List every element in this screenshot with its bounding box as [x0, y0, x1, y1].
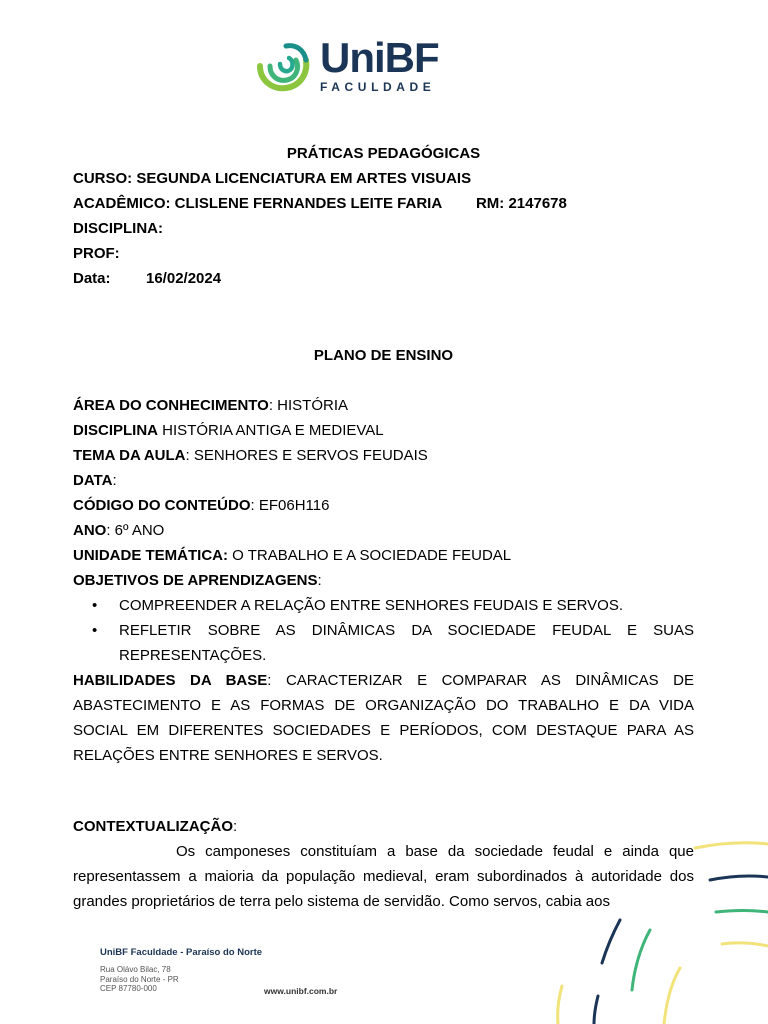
contexto-text: Os camponeses constituíam a base da sociedade feudal e ainda que representassem a maioria da população medieval, eram subordinados à autoridade dos grandes proprietários de terra pelo sistema de servidão. Como servos, cabia aos [73, 843, 694, 910]
objetivos-colon: : [317, 572, 322, 589]
codigo-value: : EF06H116 [250, 497, 330, 514]
footer-url: www.unibf.com.br [264, 986, 338, 996]
disciplina-label: DISCIPLINA [73, 422, 159, 439]
habilidades-paragraph [73, 668, 694, 768]
logo-brand-text: UniBF [320, 34, 439, 81]
unibf-swirl-icon [256, 40, 316, 98]
data-field-value: : [112, 472, 117, 489]
page-title: PRÁTICAS PEDAGÓGICAS [286, 145, 481, 162]
logo-sub-text: FACULDADE [320, 80, 436, 94]
data-value: 16/02/2024 [146, 270, 222, 287]
decorative-curves-icon [540, 820, 768, 1024]
codigo-label: CÓDIGO DO CONTEÚDO [73, 497, 251, 514]
footer-address-line: Paraíso do Norte - PR [100, 974, 179, 984]
tema-value: : SENHORES E SERVOS FEUDAIS [185, 447, 428, 464]
habilidades-label: HABILIDADES DA BASE [73, 672, 268, 689]
document-header [73, 141, 694, 291]
disciplina-line: DISCIPLINA: [73, 220, 163, 237]
codigo-line [73, 493, 694, 518]
objetivos-label: OBJETIVOS DE APRENDIZAGENS [73, 572, 318, 589]
footer-brand: UniBF Faculdade - Paraíso do Norte [100, 947, 263, 958]
unidade-value: O TRABALHO E A SOCIEDADE FEUDAL [228, 547, 512, 564]
ano-value: : 6º ANO [106, 522, 165, 539]
data-label: Data: [73, 270, 111, 287]
data-field-label: DATA [73, 472, 113, 489]
plano-title: PLANO DE ENSINO [313, 347, 454, 364]
unibf-logo [256, 34, 466, 98]
unidade-line [73, 543, 694, 568]
habilidades-value: : CARACTERIZAR E COMPARAR AS DINÂMICAS DE ABASTECIMENTO E AS FORMAS DE ORGANIZAÇÃO DO TRABALHO E DA VIDA SOCIAL EM DIFERENTES SOCIEDADES E PERÍODOS, COM DESTAQUE PARA AS RELAÇÕES ENTRE SENHORES E SERVOS. [73, 672, 695, 764]
ano-label: ANO [73, 522, 107, 539]
data-line [73, 266, 694, 291]
unidade-label: UNIDADE TEMÁTICA: [73, 547, 228, 564]
footer-address-line: CEP 87780-000 [100, 984, 157, 993]
academico-text: ACADÊMICO: CLISLENE FERNANDES LEITE FARIA [73, 195, 442, 212]
contexto-colon: : [233, 818, 238, 835]
data-field [73, 468, 694, 493]
disciplina-value: HISTÓRIA ANTIGA E MEDIEVAL [158, 422, 384, 439]
list-item: • COMPREENDER A RELAÇÃO ENTRE SENHORES FEUDAIS E SERVOS. [119, 593, 694, 618]
ano-line [73, 518, 694, 543]
footer-address [100, 965, 179, 994]
curso-line: CURSO: SEGUNDA LICENCIATURA EM ARTES VISUAIS [73, 170, 472, 187]
area-line [73, 393, 694, 418]
area-label: ÁREA DO CONHECIMENTO [73, 397, 269, 414]
academico-line [73, 191, 694, 216]
area-value: : HISTÓRIA [268, 397, 349, 414]
contexto-label: CONTEXTUALIZAÇÃO [73, 818, 233, 835]
disciplina-field [73, 418, 694, 443]
tema-line [73, 443, 694, 468]
objetivos-line [73, 568, 694, 593]
tema-label: TEMA DA AULA [73, 447, 186, 464]
prof-line: PROF: [73, 245, 120, 262]
list-item: • REFLETIR SOBRE AS DINÂMICAS DA SOCIEDADE FEUDAL E SUAS REPRESENTAÇÕES. [119, 618, 694, 668]
objetivos-list [73, 593, 694, 668]
rm-text: RM: 2147678 [475, 195, 567, 212]
footer-address-line: Rua Olávo Bilac, 78 [100, 965, 171, 974]
plano-de-ensino [73, 343, 694, 768]
